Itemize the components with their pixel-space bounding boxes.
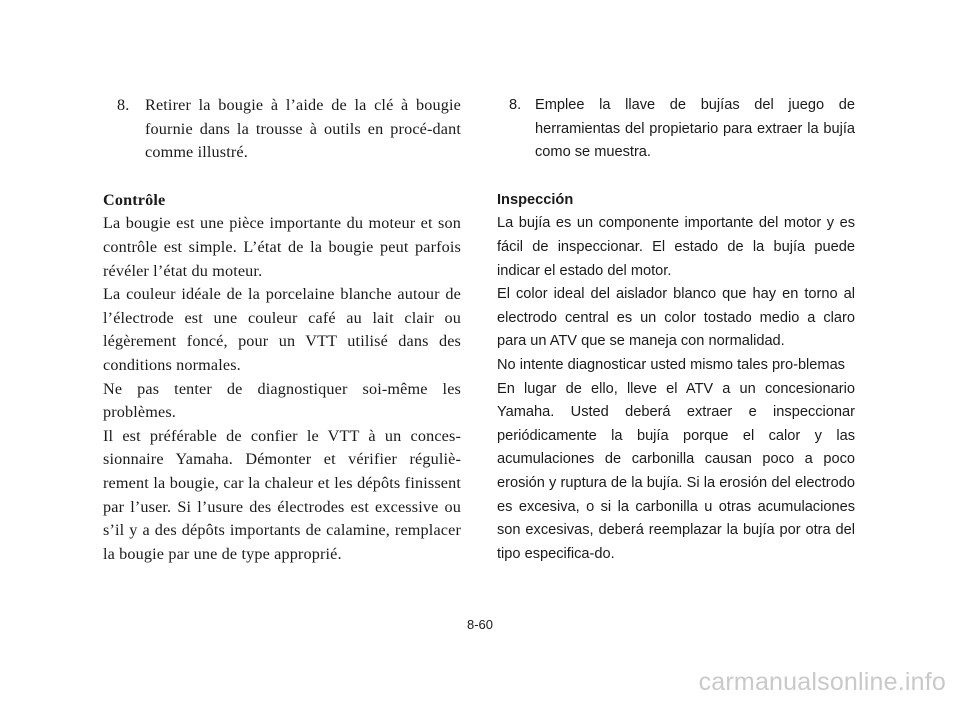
french-paragraph-4: Il est préférable de confier le VTT à un conces-sionnaire Yamaha. Démonter et vérifier réguliè-rement la bougie, car la chaleur et les dépôts finissent par l’user. Si l’usure des électrodes est excessive ou s’il y a des dépôts importants de calamine, remplacer la bougie par une de type approprié. bbox=[103, 426, 461, 563]
watermark-logo: carmanualsonline.info bbox=[698, 668, 946, 696]
spanish-paragraph-1: La bujía es un componente importante del motor y es fácil de inspeccionar. El estado de la bujía puede indicar el estado del motor. bbox=[497, 215, 855, 279]
spanish-step-number: 8. bbox=[509, 97, 522, 113]
french-paragraph-2: La couleur idéale de la porcelaine blanche autour de l’électrode est une couleur café au lait clair ou légèrement foncé, pour un VTT utilisé dans des conditions normales. bbox=[103, 285, 461, 374]
page-number: 8-60 bbox=[466, 617, 494, 632]
spanish-step-8 bbox=[497, 94, 855, 165]
spanish-step-text: Emplee la llave de bujías del juego de herramientas del propietario para extraer la bujía como se muestra. bbox=[535, 97, 855, 161]
spanish-paragraph-3: No intente diagnosticar usted mismo tales pro-blemas bbox=[497, 356, 845, 373]
spanish-section-title: Inspección bbox=[497, 191, 574, 208]
french-step-text: Retirer la bougie à l’aide de la clé à bougie fournie dans la trousse à outils en procé-dant comme illustré. bbox=[145, 96, 461, 162]
spanish-column bbox=[497, 94, 855, 566]
french-step-number: 8. bbox=[117, 96, 130, 114]
french-section-title: Contrôle bbox=[103, 190, 166, 209]
french-column bbox=[103, 94, 461, 566]
spanish-paragraph-2: El color ideal del aislador blanco que hay en torno al electrodo central es un color tostado medio a claro para un ATV que se maneja con normalidad. bbox=[497, 286, 855, 350]
french-paragraph-1: La bougie est une pièce importante du moteur et son contrôle est simple. L’état de la bougie peut parfois révéler l’état du moteur. bbox=[103, 214, 461, 280]
french-paragraph-3: Ne pas tenter de diagnostiquer soi-même les problèmes. bbox=[103, 379, 461, 422]
french-step-8 bbox=[103, 94, 461, 165]
spanish-paragraph-4: En lugar de ello, lleve el ATV a un concesionario Yamaha. Usted deberá extraer e inspeccionar periódicamente la bujía porque el calor y las acumulaciones de carbonilla causan poco a poco erosión y ruptura de la bujía. Si la erosión del electrodo es excesiva, o si la carbonilla u otras acumulaciones son excesivas, deberá reemplazar la bujía por otra del tipo especifica-do. bbox=[497, 380, 855, 562]
